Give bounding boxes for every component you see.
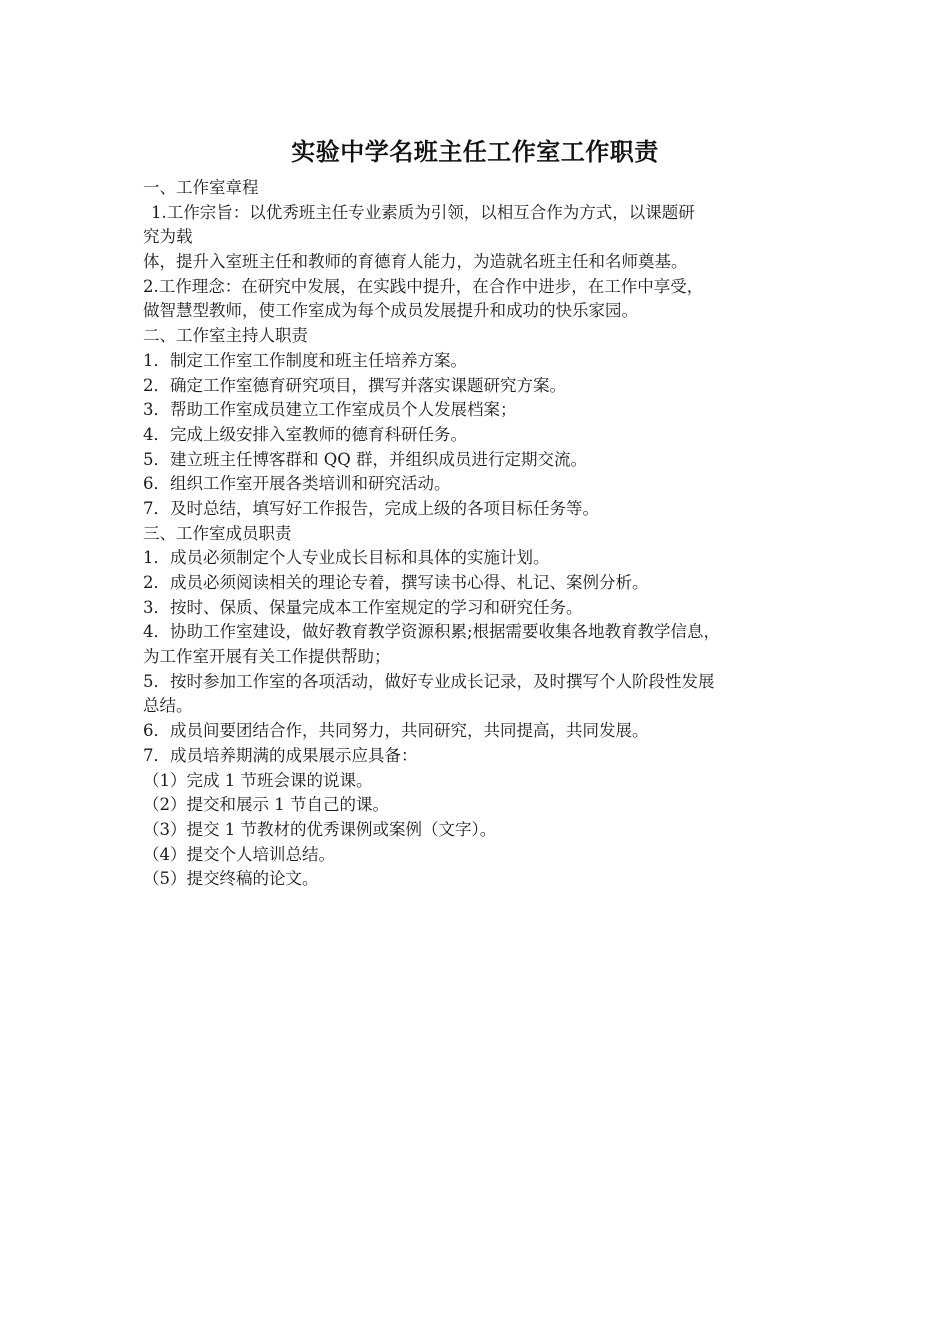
paragraph-line: 究为载 [143,227,193,247]
sub-list-item: （3）提交 1 节教材的优秀课例或案例（文字）。 [143,819,497,839]
section-heading-host-duties: 二、工作室主持人职责 [143,326,308,346]
list-item: 4．协助工作室建设，做好教育教学资源积累;根据需要收集各地教育教学信息， [143,622,721,642]
document-title: 实验中学名班主任工作室工作职责 [291,138,659,166]
list-item: 7．及时总结，填写好工作报告，完成上级的各项目标任务等。 [143,498,599,518]
list-item: 5．建立班主任博客群和 QQ 群，并组织成员进行定期交流。 [143,449,588,469]
sub-list-item: （5）提交终稿的论文。 [143,869,319,889]
list-item: 1．制定工作室工作制度和班主任培养方案。 [143,350,467,370]
list-item-continued: 总结。 [143,696,193,716]
list-item: 2．成员必须阅读相关的理论专着，撰写读书心得、札记、案例分析。 [143,573,649,592]
list-item: 4．完成上级安排入室教师的德育科研任务。 [143,424,467,444]
section-heading-member-duties: 三、工作室成员职责 [143,523,292,543]
paragraph-line: 做智慧型教师，使工作室成为每个成员发展提升和成功的快乐家园。 [143,301,638,321]
section-heading-charter: 一、工作室章程 [143,178,259,197]
paragraph-line: 体，提升入室班主任和教师的育德育人能力，为造就名班主任和名师奠基。 [143,252,688,272]
sub-list-item: （4）提交个人培训总结。 [143,844,335,864]
list-item: 2．确定工作室德育研究项目，撰写并落实课题研究方案。 [143,375,566,395]
document-body [143,176,823,892]
list-item: 3．按时、保质、保量完成本工作室规定的学习和研究任务。 [143,597,583,617]
list-item: 5．按时参加工作室的各项活动，做好专业成长记录，及时撰写个人阶段性发展 [143,671,715,691]
paragraph-line: 2.工作理念：在研究中发展，在实践中提升，在合作中进步，在工作中享受， [143,276,704,296]
sub-list-item: （2）提交和展示 1 节自己的课。 [143,795,389,815]
list-item-continued: 为工作室开展有关工作提供帮助； [143,647,391,667]
sub-list-item: （1）完成 1 节班会课的说课。 [143,770,373,790]
list-item: 7．成员培养期满的成果展示应具备： [143,745,418,765]
paragraph-line: 1.工作宗旨：以优秀班主任专业素质为引领，以相互合作为方式，以课题研 [151,202,695,222]
list-item: 3．帮助工作室成员建立工作室成员个人发展档案； [143,400,517,420]
list-item: 6．组织工作室开展各类培训和研究活动。 [143,474,451,494]
list-item: 1．成员必须制定个人专业成长目标和具体的实施计划。 [143,548,550,568]
list-item: 6．成员间要团结合作，共同努力，共同研究，共同提高，共同发展。 [143,721,649,741]
